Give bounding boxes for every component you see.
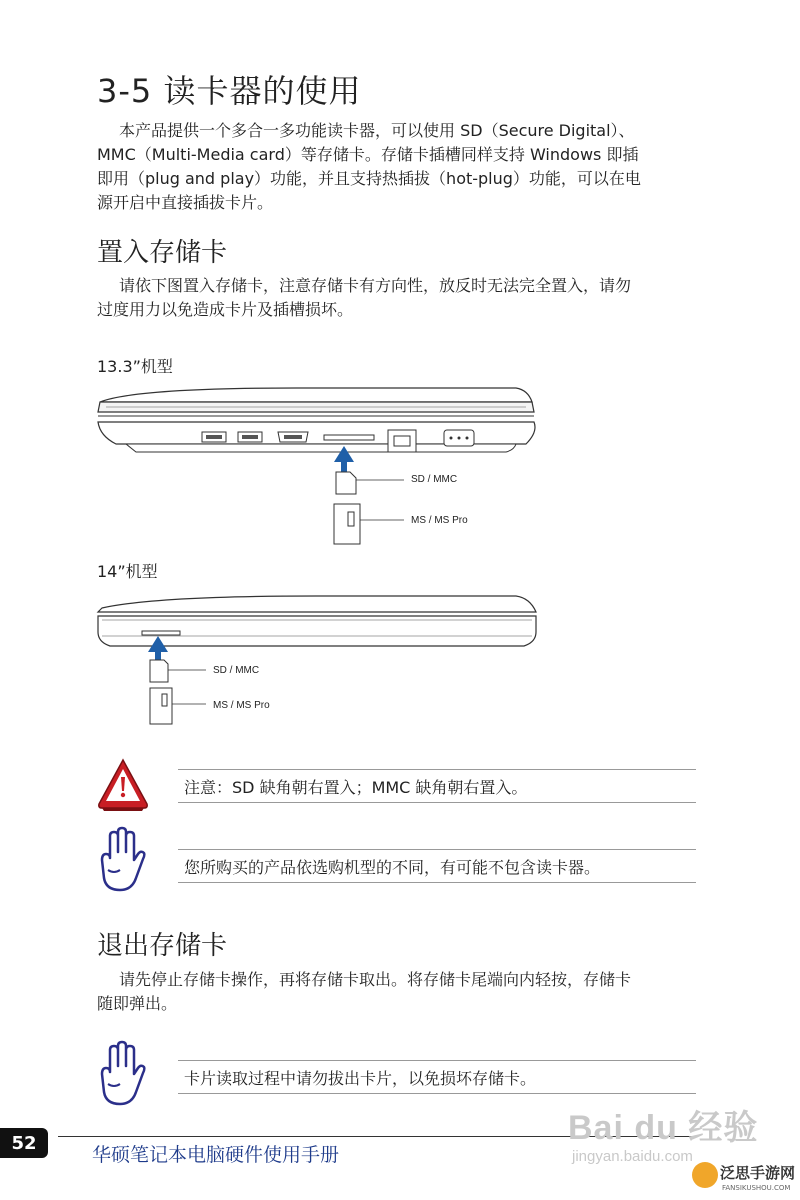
- insert-line-1: 请依下图置入存储卡，注意存储卡有方向性，放反时无法完全置入，请勿: [119, 276, 632, 295]
- ms-label-14: MS / MS Pro: [213, 700, 270, 711]
- baidu-url-watermark: jingyan.baidu.com: [572, 1148, 693, 1165]
- site-logo: [692, 1160, 796, 1196]
- ms-label-13: MS / MS Pro: [411, 515, 468, 526]
- info-note-2: [178, 1060, 696, 1094]
- insert-line-2: 过度用力以免造成卡片及插槽损坏。: [97, 300, 354, 319]
- intro-line-2: MMC（Multi-Media card）等存储卡。存储卡插槽同样支持 Windows 即插: [97, 145, 639, 164]
- site-name: 泛思手游网: [720, 1164, 796, 1182]
- warning-note: [178, 769, 696, 803]
- info-note-2-text: 卡片读取过程中请勿拔出卡片，以免损坏存储卡。: [184, 1068, 537, 1088]
- insert-heading: 置入存储卡: [97, 238, 228, 268]
- hand-stop-icon: [96, 1040, 146, 1112]
- baidu-watermark: Bai du 经验: [568, 1109, 759, 1147]
- manual-title: 华硕笔记本电脑硬件使用手册: [92, 1144, 340, 1166]
- info-note-1: [178, 849, 696, 883]
- site-logo-icon: [692, 1162, 718, 1188]
- sd-mmc-label-14: SD / MMC: [213, 665, 260, 676]
- model-14-label: 14”机型: [97, 562, 158, 581]
- intro-paragraph: [97, 119, 697, 215]
- intro-line-4: 源开启中直接插拔卡片。: [97, 193, 274, 212]
- info-note-1-text: 您所购买的产品依选购机型的不同，有可能不包含读卡器。: [184, 857, 601, 877]
- page-title: 3-5 读卡器的使用: [97, 72, 362, 110]
- intro-line-3: 即用（plug and play）功能，并且支持热插拔（hot-plug）功能，可以在电: [97, 169, 641, 188]
- model-13-label: 13.3”机型: [97, 357, 173, 376]
- sd-mmc-label-13: SD / MMC: [411, 474, 458, 485]
- laptop-13-figure: [96, 380, 546, 550]
- eject-heading: 退出存储卡: [97, 931, 228, 961]
- intro-line-1: 本产品提供一个多合一多功能读卡器，可以使用 SD（Secure Digital）、: [119, 121, 635, 140]
- insert-paragraph: [97, 274, 697, 322]
- warning-triangle-icon: [96, 757, 150, 811]
- eject-line-1: 请先停止存储卡操作，再将存储卡取出。将存储卡尾端向内轻按，存储卡: [119, 970, 632, 989]
- hand-stop-icon: [96, 826, 146, 898]
- warning-note-text: 注意：SD 缺角朝右置入；MMC 缺角朝右置入。: [184, 777, 528, 797]
- site-url: FANSIKUSHOU.COM: [722, 1184, 791, 1192]
- eject-line-2: 随即弹出。: [97, 994, 178, 1013]
- page-number: 52: [0, 1128, 48, 1158]
- laptop-14-figure: [96, 590, 546, 730]
- eject-paragraph: [97, 968, 697, 1016]
